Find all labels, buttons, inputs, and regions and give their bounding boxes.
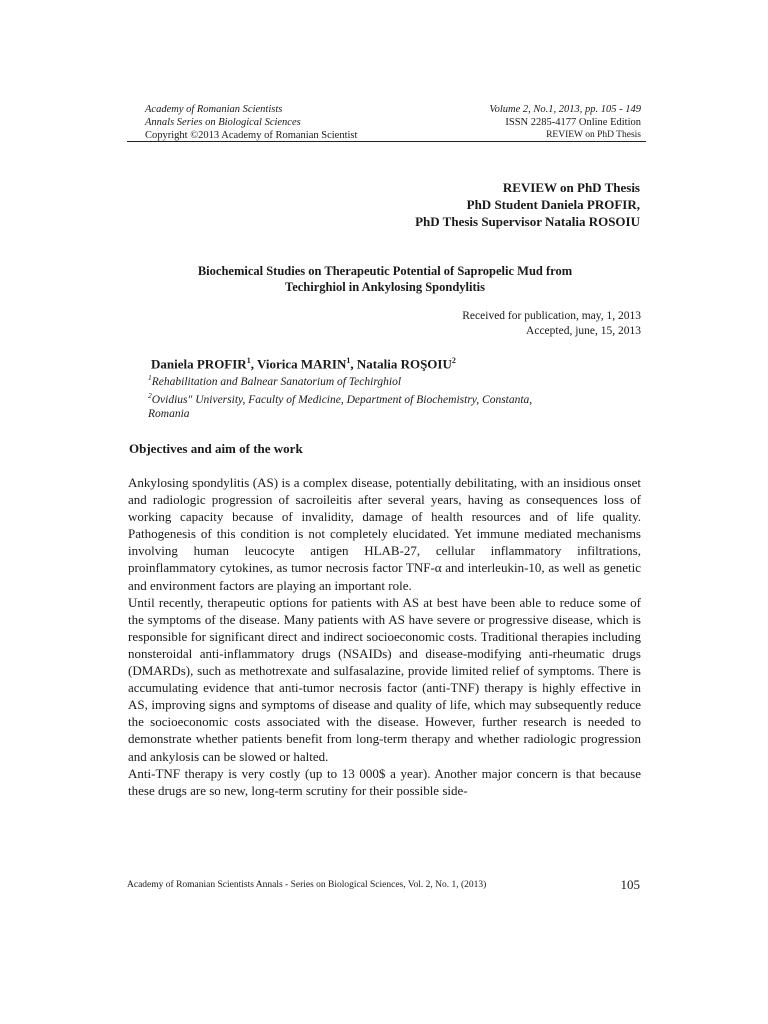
author-separator: , <box>350 356 357 372</box>
accepted-date: Accepted, june, 15, 2013 <box>526 325 641 337</box>
title-line-1: Biochemical Studies on Therapeutic Potential of Sapropelic Mud from <box>197 264 573 278</box>
header-copyright: Copyright ©2013 Academy of Romanian Scientist <box>145 130 358 141</box>
author-2: Viorica MARIN <box>256 356 347 372</box>
review-label: REVIEW on PhD Thesis <box>502 180 640 195</box>
paragraph-3: Anti-TNF therapy is very costly (up to 13 000$ a year). Another major concern is that because these drugs are so new, long-term scrutiny for their possible side- <box>128 765 641 798</box>
running-header <box>145 103 641 142</box>
phd-student: PhD Student Daniela PROFIR, <box>466 197 640 212</box>
affiliation-2-number: 2 <box>148 390 152 400</box>
title-line-2: Techirghiol in Ankylosing Spondylitis <box>285 280 485 294</box>
review-block <box>415 179 640 230</box>
footer-citation: Academy of Romanian Scientists Annals - Series on Biological Sciences, Vol. 2, No. 1, (2013) <box>127 880 487 890</box>
affiliation-1-text: Rehabilitation and Balnear Sanatorium of Techirghiol <box>151 375 402 388</box>
author-1: Daniela PROFIR <box>151 356 247 372</box>
author-list <box>151 356 456 372</box>
affiliation-1 <box>148 371 618 389</box>
received-date: Received for publication, may, 1, 2013 <box>462 310 641 322</box>
body-text <box>128 474 641 799</box>
header-review-type: REVIEW on PhD Thesis <box>546 130 641 140</box>
affiliations <box>148 371 618 421</box>
publication-dates <box>462 309 641 339</box>
paragraph-2: Until recently, therapeutic options for patients with AS at best have been able to reduce some of the symptoms of the disease. Many patients with AS have severe or progressive disease, which is responsible for significant direct and indirect socioeconomic costs. Traditional therapies including nonsteroidal anti-inflammatory drugs (NSAIDs) and disease-modifying anti-rheumatic drugs (DMARDs), such as methotrexate and sulfasalazine, provide limited relief of symptoms. There is accumulating evidence that anti-tumor necrosis factor (anti-TNF) therapy is highly effective in AS, improving signs and symptoms of disease and quality of life, which may subsequently reduce the socioeconomic costs associated with the disease. However, further research is needed to demonstrate whether patients benefit from long-term therapy and whether radiologic progression and ankylosis can be slowed or halted. <box>128 594 641 764</box>
affiliation-2-country: Romania <box>148 407 190 420</box>
phd-supervisor: PhD Thesis Supervisor Natalia ROSOIU <box>415 214 640 229</box>
header-issn: ISSN 2285-4177 Online Edition <box>505 117 641 128</box>
header-academy: Academy of Romanian Scientists <box>145 104 283 115</box>
author-separator: , <box>250 356 257 372</box>
affiliation-2 <box>148 389 618 407</box>
affiliation-2-text: Ovidius" University, Faculty of Medicine, Department of Biochemistry, Constanta, <box>151 393 533 406</box>
author-3-affil: 2 <box>451 356 456 365</box>
paragraph-1: Ankylosing spondylitis (AS) is a complex disease, potentially debilitating, with an insidious onset and radiologic progression of sacroileitis after several years, having as consequences loss of working capacity because of invalidity, damage of health resources and of life quality. Pathogenesis of this condition is not completely elucidated. Yet immune mediated mechanisms involving human leucocyte antigen HLAB-27, cellular inflammatory infiltrations, proinflammatory cytokines, as tumor necrosis factor TNF-α and interleukin-10, as well as genetic and environment factors are playing an important role. <box>128 475 641 593</box>
header-rule <box>127 141 646 142</box>
paper-title <box>140 263 630 295</box>
author-1-affil: 1 <box>246 356 251 365</box>
page-number: 105 <box>620 877 640 892</box>
header-series: Annals Series on Biological Sciences <box>145 117 301 128</box>
author-2-affil: 1 <box>346 356 351 365</box>
header-volume: Volume 2, No.1, 2013, pp. 105 - 149 <box>489 104 641 115</box>
author-3: Natalia ROŞOIU <box>356 356 452 372</box>
section-heading: Objectives and aim of the work <box>129 441 303 456</box>
affiliation-1-number: 1 <box>148 373 152 382</box>
